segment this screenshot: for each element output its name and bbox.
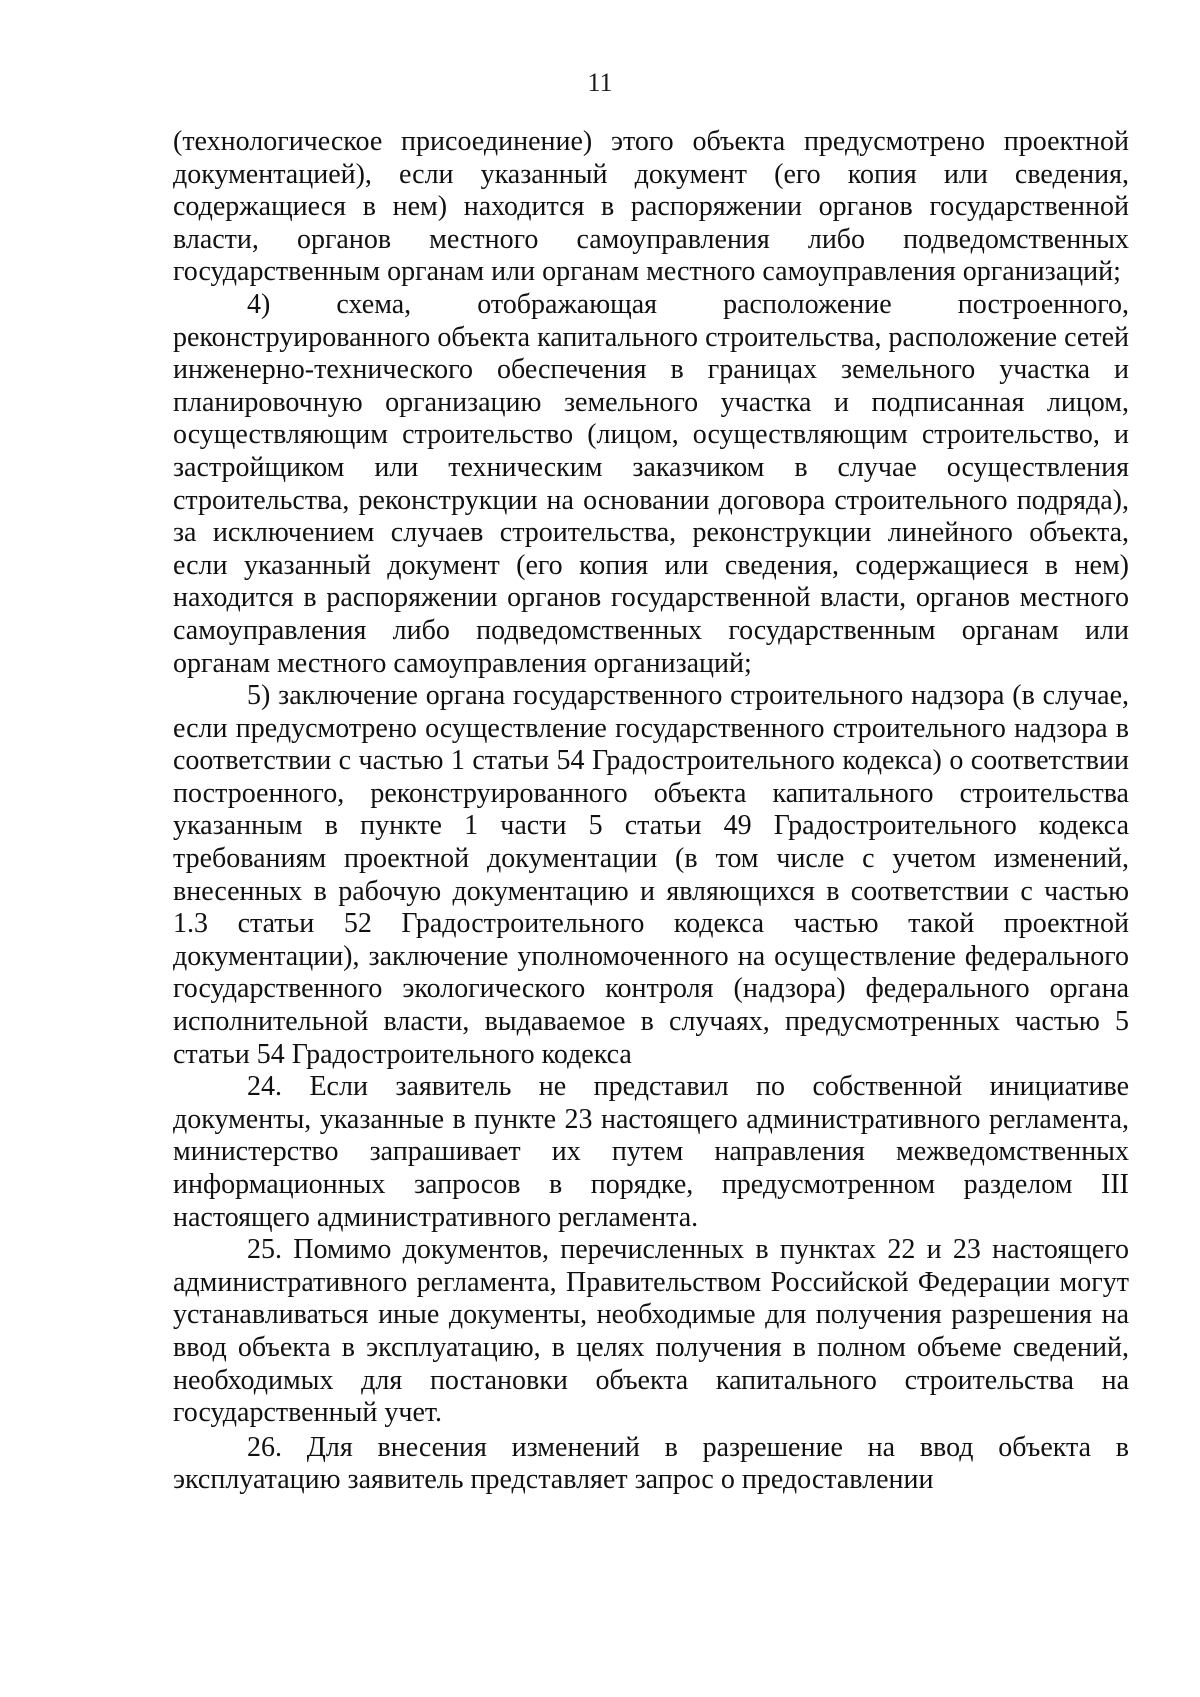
paragraph-continuation: (технологическое присоединение) этого объекта предусмотрено проектной документацией), если указанный документ (его копия или сведения, содержащиеся в нем) находится в распоряжении органов государственной власти, органов местного самоуправления либо подведомственных государственным органам или органам местного самоуправления организаций; (173, 126, 1129, 288)
page-number: 11 (587, 68, 613, 97)
paragraph-item-5: 5) заключение органа государственного строительного надзора (в случае, если предусмотрено осуществление государственного строительного надзора в соответствии с частью 1 статьи 54 Градостроительного кодекса) о соответствии построенного, реконструированного объекта капитального строительства указанным в пункте 1 части 5 статьи 49 Градостроительного кодекса требованиям проектной документации (в том числе с учетом изменений, внесенных в рабочую документацию и являющихся в соответствии с частью 1.3 статьи 52 Градостроительного кодекса частью такой проектной документации), заключение уполномоченного на осуществление федерального государственного экологического контроля (надзора) федерального органа исполнительной власти, выдаваемое в случаях, предусмотренных частью 5 статьи 54 Градостроительного кодекса (173, 680, 1129, 1070)
document-body (173, 126, 1129, 1497)
paragraph-clause-24: 24. Если заявитель не представил по собственной инициативе документы, указанные в пункте 23 настоящего административного регламента, министерство запрашивает их путем направления межведомственных информационных запросов в порядке, предусмотренном разделом III настоящего административного регламента. (173, 1071, 1129, 1233)
paragraph-clause-26: 26. Для внесения изменений в разрешение на ввод объекта в эксплуатацию заявитель представляет запрос о предоставлении (173, 1431, 1129, 1496)
paragraph-clause-25: 25. Помимо документов, перечисленных в пунктах 22 и 23 настоящего административного регламента, Правительством Российской Федерации могут устанавливаться иные документы, необходимые для получения разрешения на ввод объекта в эксплуатацию, в целях получения в полном объеме сведений, необходимых для постановки объекта капитального строительства на государственный учет. (173, 1234, 1129, 1429)
paragraph-item-4: 4) схема, отображающая расположение построенного, реконструированного объекта капитального строительства, расположение сетей инженерно-технического обеспечения в границах земельного участка и планировочную организацию земельного участка и подписанная лицом, осуществляющим строительство (лицом, осуществляющим строительство, и застройщиком или техническим заказчиком в случае осуществления строительства, реконструкции на основании договора строительного подряда), за исключением случаев строительства, реконструкции линейного объекта, если указанный документ (его копия или сведения, содержащиеся в нем) находится в распоряжении органов государственной власти, органов местного самоуправления либо подведомственных государственным органам или органам местного самоуправления организаций; (173, 288, 1129, 679)
